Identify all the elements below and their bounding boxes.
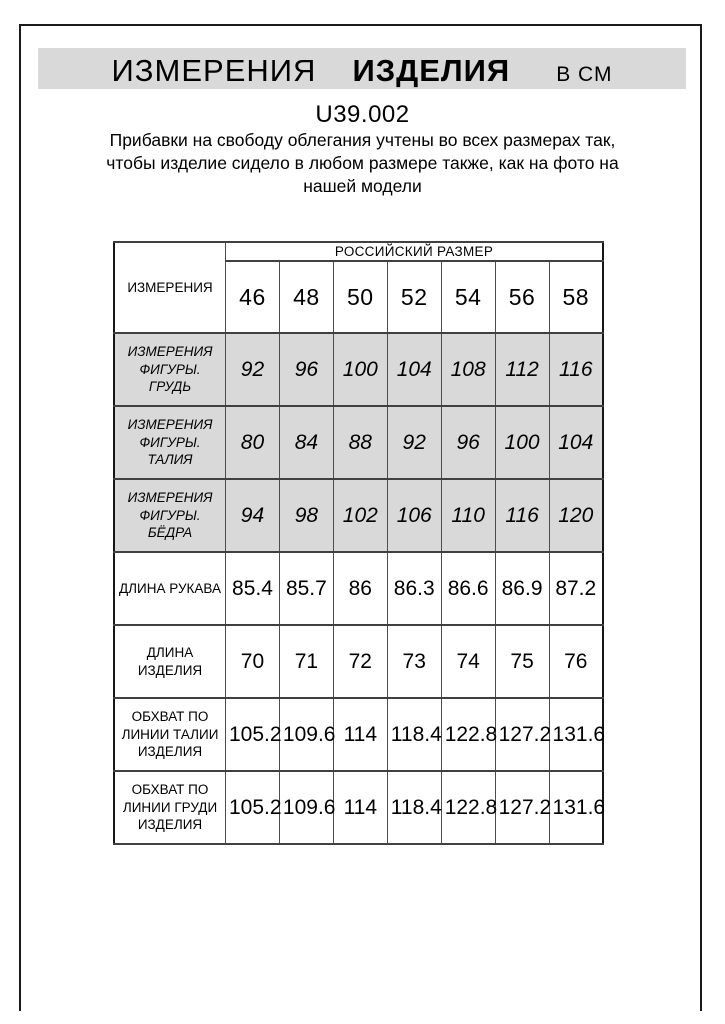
value-cell: 100 bbox=[495, 406, 549, 479]
intro-line-2: чтобы изделие сидело в любом размере также, как на фото на bbox=[106, 153, 619, 173]
group-header-row bbox=[114, 242, 603, 261]
value-cell: 74 bbox=[441, 625, 495, 698]
value-cell: 86.3 bbox=[387, 552, 441, 625]
value-cell: 118.4 bbox=[387, 771, 441, 844]
value-cell: 94 bbox=[226, 479, 280, 552]
value-cell: 72 bbox=[333, 625, 387, 698]
size-column-header: 52 bbox=[387, 261, 441, 333]
value-cell: 86.9 bbox=[495, 552, 549, 625]
value-cell: 131.6 bbox=[549, 698, 603, 771]
value-cell: 70 bbox=[226, 625, 280, 698]
table-row bbox=[114, 333, 603, 406]
size-column-header: 46 bbox=[226, 261, 280, 333]
product-code: U39.002 bbox=[315, 101, 410, 128]
value-cell: 109.6 bbox=[279, 771, 333, 844]
value-cell: 75 bbox=[495, 625, 549, 698]
value-cell: 96 bbox=[279, 333, 333, 406]
value-cell: 84 bbox=[279, 406, 333, 479]
value-cell: 73 bbox=[387, 625, 441, 698]
value-cell: 92 bbox=[226, 333, 280, 406]
intro-text bbox=[0, 129, 725, 198]
table-body bbox=[114, 333, 606, 844]
value-cell: 114 bbox=[333, 771, 387, 844]
value-cell: 114 bbox=[333, 698, 387, 771]
value-cell: 85.4 bbox=[226, 552, 280, 625]
table-row bbox=[114, 552, 603, 625]
value-cell: 98 bbox=[279, 479, 333, 552]
size-column-header: 58 bbox=[549, 261, 603, 333]
intro-line-1: Прибавки на свободу облегания учтены во всех размерах так, bbox=[109, 130, 616, 150]
value-cell: 76 bbox=[549, 625, 603, 698]
value-cell: 131.6 bbox=[549, 771, 603, 844]
row-label: ИЗМЕРЕНИЯ ФИГУРЫ. БЁДРА bbox=[114, 479, 226, 552]
table-row bbox=[114, 625, 603, 698]
value-cell: 109.6 bbox=[279, 698, 333, 771]
table-row bbox=[114, 406, 603, 479]
value-cell: 116 bbox=[495, 479, 549, 552]
corner-label: ИЗМЕРЕНИЯ bbox=[114, 242, 226, 333]
size-column-header: 54 bbox=[441, 261, 495, 333]
intro-line-3: нашей модели bbox=[303, 176, 422, 196]
value-cell: 127.2 bbox=[495, 771, 549, 844]
row-label: ДЛИНА ИЗДЕЛИЯ bbox=[114, 625, 226, 698]
value-cell: 106 bbox=[387, 479, 441, 552]
row-label: ОБХВАТ ПО ЛИНИИ ТАЛИИ ИЗДЕЛИЯ bbox=[114, 698, 226, 771]
value-cell: 87.2 bbox=[549, 552, 603, 625]
value-cell: 92 bbox=[387, 406, 441, 479]
value-cell: 100 bbox=[333, 333, 387, 406]
value-cell: 110 bbox=[441, 479, 495, 552]
value-cell: 104 bbox=[549, 406, 603, 479]
size-column-header: 48 bbox=[279, 261, 333, 333]
size-table bbox=[113, 241, 604, 845]
value-cell: 122.8 bbox=[441, 771, 495, 844]
table-row bbox=[114, 771, 603, 844]
row-label: ДЛИНА РУКАВА bbox=[114, 552, 226, 625]
size-column-header: 56 bbox=[495, 261, 549, 333]
value-cell: 120 bbox=[549, 479, 603, 552]
value-cell: 118.4 bbox=[387, 698, 441, 771]
value-cell: 88 bbox=[333, 406, 387, 479]
value-cell: 96 bbox=[441, 406, 495, 479]
value-cell: 86 bbox=[333, 552, 387, 625]
title-measurements: ИЗМЕРЕНИЯ bbox=[111, 53, 317, 88]
russian-size-header: РОССИЙСКИЙ РАЗМЕР bbox=[226, 242, 604, 261]
value-cell: 86.6 bbox=[441, 552, 495, 625]
value-cell: 85.7 bbox=[279, 552, 333, 625]
value-cell: 105.2 bbox=[226, 698, 280, 771]
row-label: ИЗМЕРЕНИЯ ФИГУРЫ. ГРУДЬ bbox=[114, 333, 226, 406]
value-cell: 104 bbox=[387, 333, 441, 406]
size-column-header: 50 bbox=[333, 261, 387, 333]
row-label: ОБХВАТ ПО ЛИНИИ ГРУДИ ИЗДЕЛИЯ bbox=[114, 771, 226, 844]
value-cell: 112 bbox=[495, 333, 549, 406]
value-cell: 71 bbox=[279, 625, 333, 698]
title-product-word: ИЗДЕЛИЯ bbox=[352, 53, 511, 88]
row-label: ИЗМЕРЕНИЯ ФИГУРЫ. ТАЛИЯ bbox=[114, 406, 226, 479]
value-cell: 80 bbox=[226, 406, 280, 479]
table-row bbox=[114, 479, 603, 552]
value-cell: 127.2 bbox=[495, 698, 549, 771]
value-cell: 116 bbox=[549, 333, 603, 406]
title-units: В СМ bbox=[556, 63, 613, 86]
title-banner bbox=[38, 48, 686, 89]
table-row bbox=[114, 698, 603, 771]
value-cell: 108 bbox=[441, 333, 495, 406]
value-cell: 122.8 bbox=[441, 698, 495, 771]
value-cell: 102 bbox=[333, 479, 387, 552]
value-cell: 105.2 bbox=[226, 771, 280, 844]
